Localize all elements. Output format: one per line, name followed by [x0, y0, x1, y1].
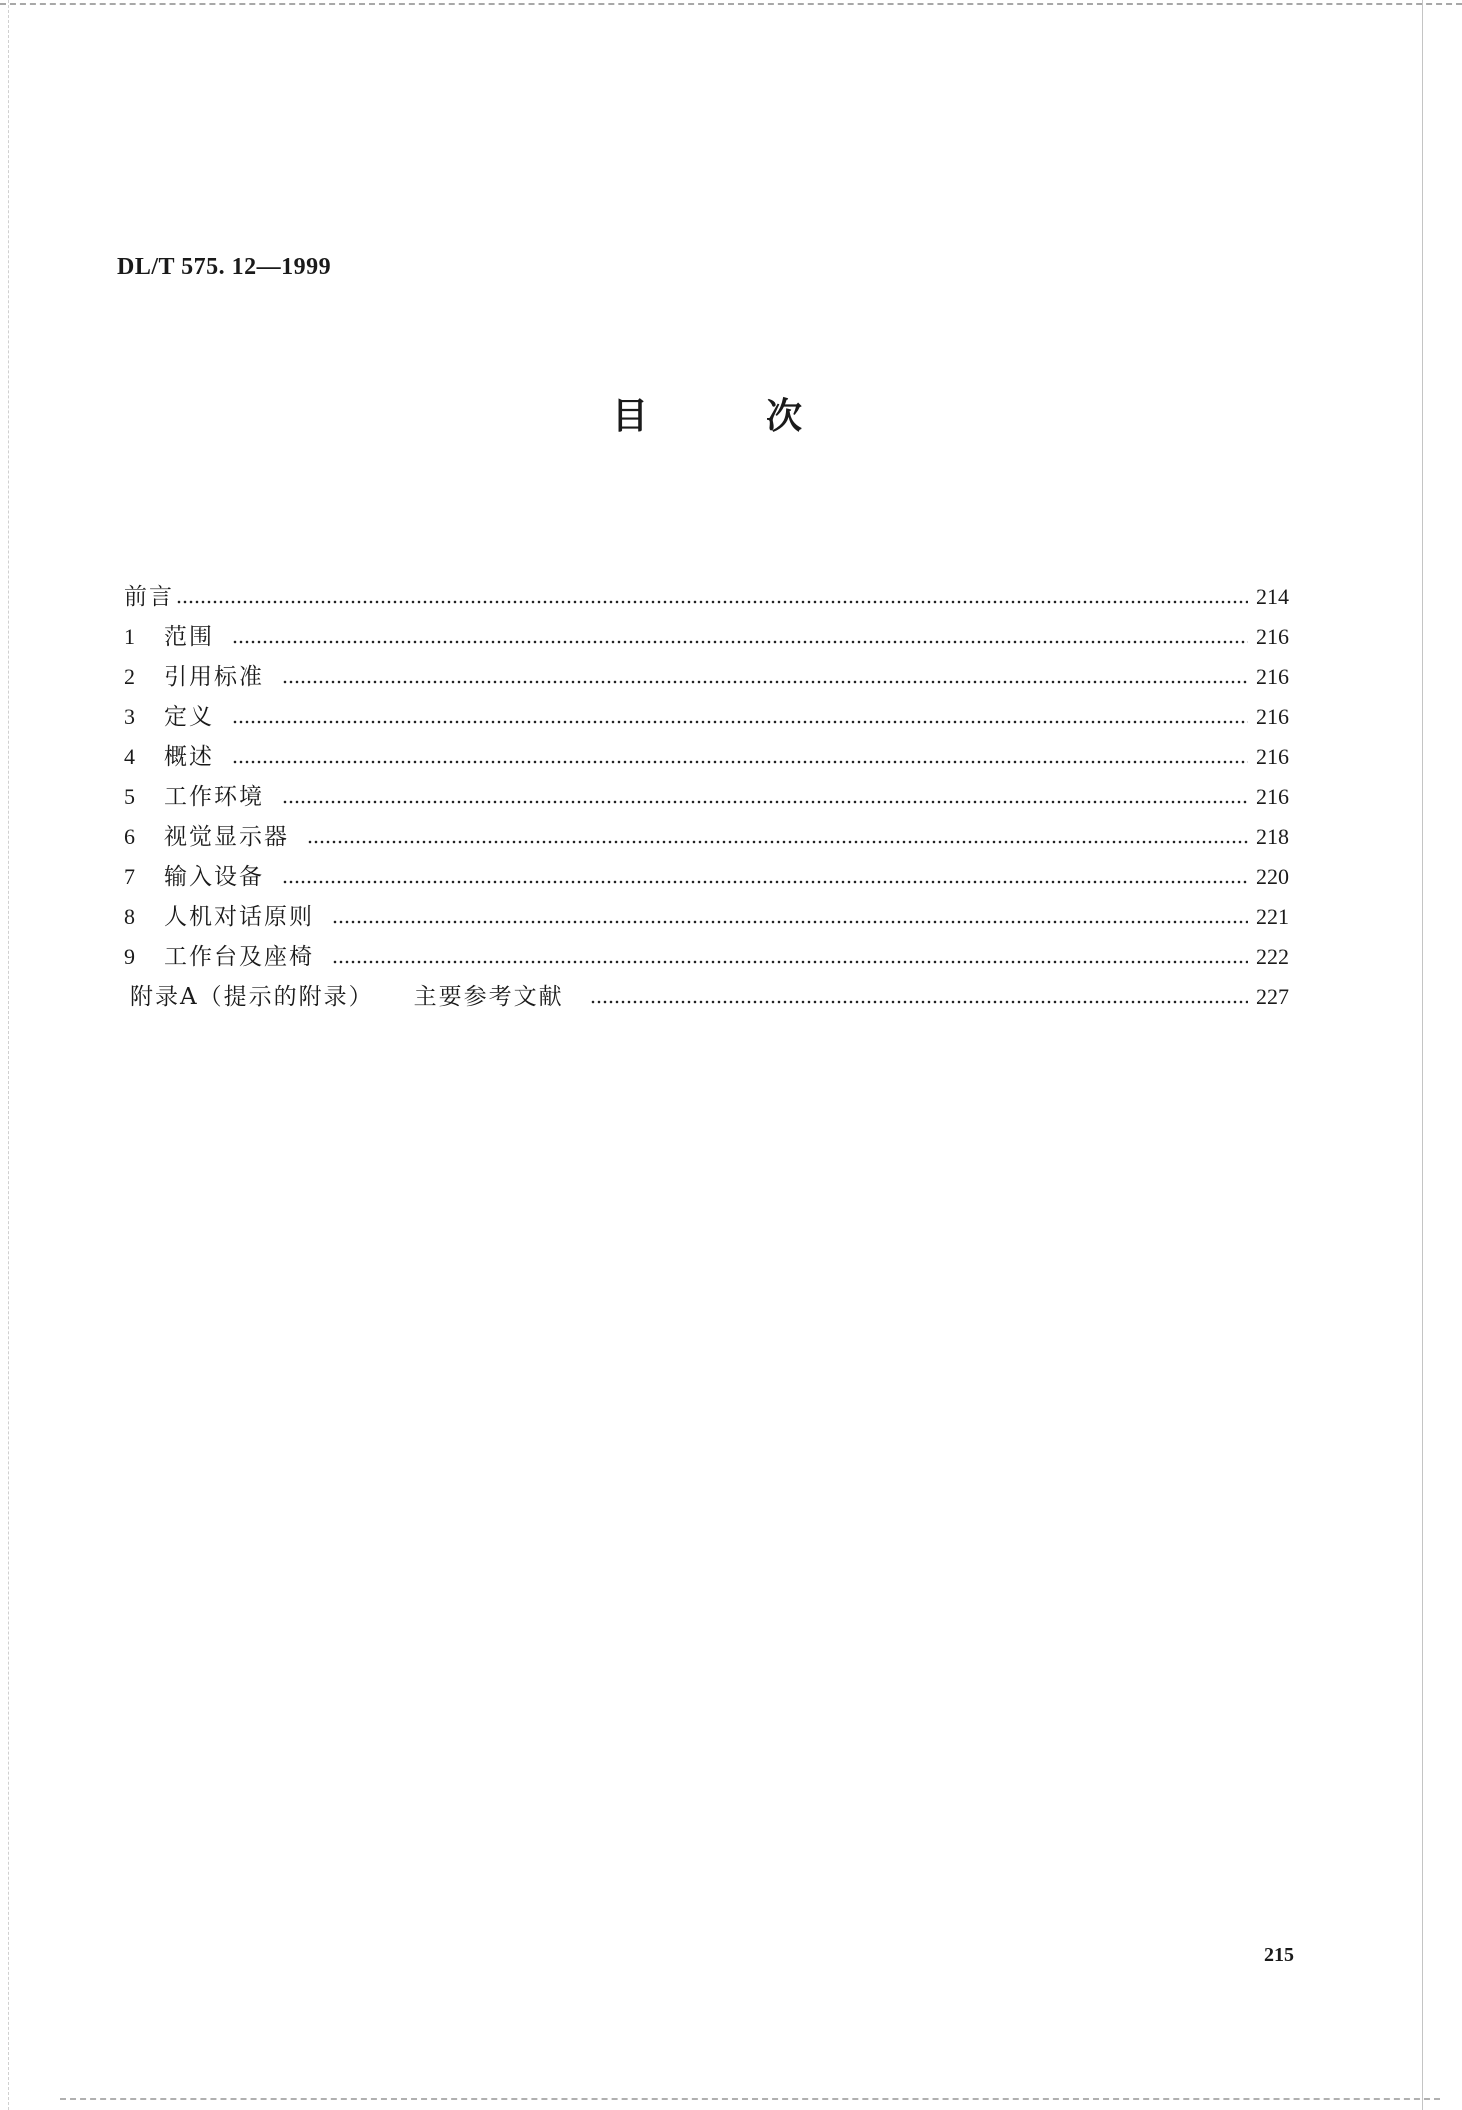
toc-entry-number: 5 — [124, 784, 135, 809]
toc-entry-page: 218 — [1256, 824, 1289, 849]
toc-entry-2 — [124, 652, 1304, 692]
toc-entry-foreword — [124, 572, 1304, 612]
scan-edge-left — [8, 0, 9, 2110]
toc-entry-label: 范围 — [164, 624, 214, 650]
toc-title-first-char: 目 — [612, 395, 649, 437]
toc-entry-number: 3 — [124, 704, 135, 729]
toc-entry-3 — [124, 692, 1304, 732]
dot-leader — [307, 840, 1248, 844]
dot-leader — [232, 720, 1248, 724]
toc-entry-page: 221 — [1256, 904, 1289, 929]
scan-edge-top — [0, 3, 1462, 5]
toc-entry-page: 216 — [1256, 784, 1289, 809]
dot-leader — [176, 600, 1248, 604]
toc-entry-page: 216 — [1256, 664, 1289, 689]
toc-entry-label: 工作环境 — [164, 784, 264, 810]
toc-entry-9 — [124, 932, 1304, 972]
toc-entry-page: 216 — [1256, 624, 1289, 649]
toc-entry-label: 附录A（提示的附录） — [130, 984, 374, 1010]
dot-leader — [332, 920, 1248, 924]
toc-entry-5 — [124, 772, 1304, 812]
toc-entry-page: 216 — [1256, 744, 1289, 769]
dot-leader — [282, 680, 1248, 684]
toc-entry-page: 214 — [1256, 584, 1289, 609]
toc-entry-subtitle: 主要参考文献 — [413, 984, 564, 1010]
toc-entry-page: 227 — [1256, 984, 1289, 1009]
dot-leader — [590, 1000, 1248, 1004]
toc-entry-page: 216 — [1256, 704, 1289, 729]
toc-entry-label: 引用标准 — [164, 664, 264, 690]
standard-code-header: DL/T 575. 12—1999 — [117, 254, 332, 280]
toc-entry-7 — [124, 852, 1304, 892]
scan-edge-bottom — [60, 2098, 1440, 2100]
toc-title-second-char: 次 — [766, 395, 803, 437]
toc-entry-6 — [124, 812, 1304, 852]
toc-entry-number: 1 — [124, 624, 135, 649]
toc-entry-number: 4 — [124, 744, 135, 769]
dot-leader — [332, 960, 1248, 964]
dot-leader — [232, 640, 1248, 644]
dot-leader — [232, 760, 1248, 764]
toc-entry-1 — [124, 612, 1304, 652]
toc-entry-label: 工作台及座椅 — [164, 944, 314, 970]
toc-entry-label: 前言 — [124, 584, 174, 610]
toc-entry-label: 人机对话原则 — [164, 904, 314, 930]
dot-leader — [282, 880, 1248, 884]
dot-leader — [282, 800, 1248, 804]
toc-entry-number: 9 — [124, 944, 135, 969]
toc-entry-label: 定义 — [164, 704, 214, 730]
toc-entry-appendix-a — [124, 972, 1304, 1012]
page-number: 215 — [1264, 1944, 1294, 1966]
toc-entry-number: 7 — [124, 864, 135, 889]
toc-entry-8 — [124, 892, 1304, 932]
table-of-contents — [124, 572, 1304, 1012]
scan-edge-right — [1422, 0, 1423, 2110]
toc-entry-number: 8 — [124, 904, 135, 929]
toc-entry-page: 222 — [1256, 944, 1289, 969]
toc-entry-number: 2 — [124, 664, 135, 689]
toc-entry-4 — [124, 732, 1304, 772]
toc-entry-page: 220 — [1256, 864, 1289, 889]
toc-entry-label: 视觉显示器 — [164, 824, 289, 850]
toc-entry-label: 输入设备 — [164, 864, 264, 890]
toc-entry-number: 6 — [124, 824, 135, 849]
toc-entry-label: 概述 — [164, 744, 214, 770]
